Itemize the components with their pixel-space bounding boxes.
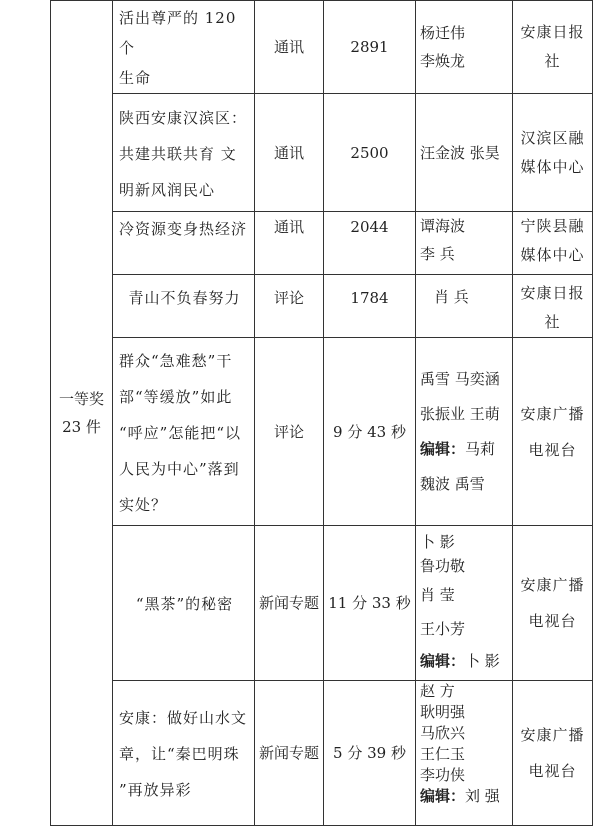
- work-type: 评论: [255, 275, 324, 338]
- work-length: 2500: [324, 94, 416, 212]
- table-row: [51, 681, 593, 826]
- work-type: 通讯: [255, 94, 324, 212]
- work-authors: 肖 兵: [416, 275, 513, 338]
- work-title: “黑茶”的秘密: [113, 526, 255, 681]
- table-row: [51, 1, 593, 94]
- work-authors: 汪金波 张昊: [416, 94, 513, 212]
- work-title: 青山不负春努力: [113, 275, 255, 338]
- table-row: [51, 338, 593, 526]
- work-type: 通讯: [255, 1, 324, 94]
- work-title: 活出尊严的 120 个 生命: [113, 1, 255, 94]
- work-authors: 卜 影 鲁功敬 肖 莹 王小芳 编辑：卜 影: [416, 526, 513, 681]
- award-category-cell: [51, 1, 113, 826]
- work-unit: 安康广播 电视台: [513, 681, 593, 826]
- table-row: [51, 212, 593, 275]
- editor-label: 编辑：: [420, 787, 466, 805]
- work-type: 评论: [255, 338, 324, 526]
- editor-label: 编辑：: [420, 652, 466, 670]
- work-authors: 杨迁伟 李焕龙: [416, 1, 513, 94]
- work-unit: 安康广播 电视台: [513, 526, 593, 681]
- table-row: [51, 275, 593, 338]
- award-count: 23 件: [62, 418, 101, 436]
- awards-table: [50, 0, 593, 826]
- work-length: 1784: [324, 275, 416, 338]
- work-type: 通讯: [255, 212, 324, 275]
- editor-label: 编辑：: [420, 439, 466, 458]
- work-unit: 宁陕县融 媒体中心: [513, 212, 593, 275]
- work-length: 9 分 43 秒: [324, 338, 416, 526]
- table-row: [51, 94, 593, 212]
- work-unit: 安康日报 社: [513, 1, 593, 94]
- work-title: 安康：做好山水文 章，让“秦巴明珠 ”再放异彩: [113, 681, 255, 826]
- work-length: 2891: [324, 1, 416, 94]
- work-length: 2044: [324, 212, 416, 275]
- work-authors: 赵 方 耿明强 马欣兴 王仁玉 李功侠 编辑：刘 强: [416, 681, 513, 826]
- table-row: [51, 526, 593, 681]
- work-authors: 禹雪 马奕涵 张振业 王萌 编辑：马莉 魏波 禹雪: [416, 338, 513, 526]
- work-unit: 汉滨区融 媒体中心: [513, 94, 593, 212]
- work-authors: 谭海波 李 兵: [416, 212, 513, 275]
- work-title: 群众“急难愁”干 部“等缓放”如此 “呼应”怎能把“以 人民为中心”落到 实处？: [113, 338, 255, 526]
- work-unit: 安康广播 电视台: [513, 338, 593, 526]
- work-unit: 安康日报 社: [513, 275, 593, 338]
- work-type: 新闻专题: [255, 526, 324, 681]
- work-length: 11 分 33 秒: [324, 526, 416, 681]
- work-type: 新闻专题: [255, 681, 324, 826]
- work-title: 陕西安康汉滨区： 共建共联共育 文 明新风润民心: [113, 94, 255, 212]
- work-length: 5 分 39 秒: [324, 681, 416, 826]
- work-title: 冷资源变身热经济: [113, 212, 255, 275]
- award-level: 一等奖: [58, 390, 104, 408]
